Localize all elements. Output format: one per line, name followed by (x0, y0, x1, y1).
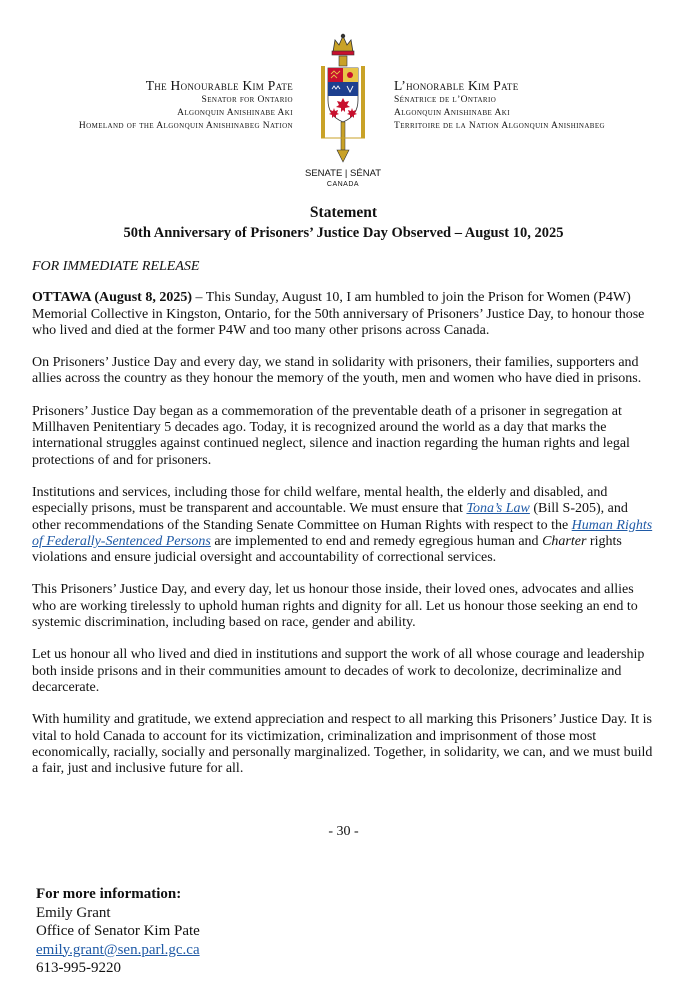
senate-wordmark: SENATE | SÉNAT (304, 168, 382, 179)
senator-name-en: The Honourable Kim Pate (145, 78, 293, 93)
end-marker: - 30 - (328, 824, 359, 839)
paragraph-4-part-d: rights violations and ensure judicial oversight and accountability of correctional services. (32, 533, 622, 566)
tonas-law-link[interactable]: Tona’s Law (466, 501, 530, 517)
document-title: Statement (309, 204, 378, 221)
contact-heading: For more information: (36, 886, 182, 902)
territory-fr: Algonquin Anishinabe Aki (394, 108, 510, 118)
contact-name: Emily Grant (36, 904, 111, 921)
charter-text: Charter (542, 533, 587, 549)
paragraph-6: Let us honour all who lived and died in institutions and support the work of all whose courage and leadership both inside prisons and in their communities amount to decades of work to decolonize, decriminalize and decarcerate. (32, 647, 645, 695)
contact-email-link[interactable]: emily.grant@sen.parl.gc.ca (36, 941, 200, 958)
paragraph-4-part-c: are implemented to end and remedy egregious human and (210, 533, 543, 549)
canada-wordmark: CANADA (326, 181, 360, 188)
homeland-en: Homeland of the Algonquin Anishinabeg Nation (78, 121, 293, 131)
senator-title-fr: Sénatrice de l’Ontario (394, 95, 497, 105)
release-label: FOR IMMEDIATE RELEASE (32, 259, 200, 274)
human-rights-report-link[interactable]: Human Rights of Federally-Sentenced Persons (32, 517, 653, 549)
territory-en: Algonquin Anishinabe Aki (177, 108, 293, 118)
paragraph-1-text: – This Sunday, August 10, I am humbled to join the Prison for Women (P4W) Memorial Collective in Kingston, Ontario, for the 50th anniversary of Prisoners’ Justice Day, to honour those who lived and died at the former P4W and too many other prisons across Canada. (32, 290, 645, 338)
homeland-fr: Territoire de la Nation Algonquin Anishinabeg (394, 121, 606, 131)
statement-body (32, 259, 660, 793)
contact-phone: 613-995-9220 (36, 960, 121, 976)
paragraph-2: On Prisoners’ Justice Day and every day, we stand in solidarity with prisoners, their families, supporters and allies across the country as they honour the memory of the youth, men and women who have died in prisons. (32, 355, 642, 387)
paragraph-4-part-b: (Bill S-205), and other recommendations of the Standing Senate Committee on Human Rights with respect to the (32, 501, 628, 533)
paragraph-4 (32, 485, 660, 566)
contact-office: Office of Senator Kim Pate (36, 923, 200, 939)
paragraph-1 (32, 290, 660, 339)
senate-crest-icon (319, 30, 367, 170)
paragraph-7: With humility and gratitude, we extend appreciation and respect to all marking this Prisoners’ Justice Day. It is vital to hold Canada to account for its victimization, criminalization and imprisonment of those most economically, racially, socially and personally marginalized. Together, in solidarity, we can, and we must build a fair, just and inclusive future for all. (32, 712, 653, 777)
dateline: OTTAWA (August 8, 2025) (32, 290, 192, 306)
header-english (79, 77, 293, 133)
contact-block (36, 885, 200, 978)
document-subtitle: 50th Anniversary of Prisoners’ Justice Day Observed – August 10, 2025 (123, 225, 564, 241)
paragraph-5: This Prisoners’ Justice Day, and every day, let us honour those inside, their loved ones, advocates and allies who are working tirelessly to uphold human rights and dignity for all. Let us honour those seeking an end to systemic discrimination, including based on race, gender and ability. (32, 582, 638, 631)
senator-name-fr: L’honorable Kim Pate (394, 78, 519, 93)
paragraph-4-part-a: Institutions and services, including those for child welfare, mental health, the elderly and disabled, and especially prisons, must be transparent and accountable. We must ensure that (32, 484, 608, 517)
senate-label (290, 168, 396, 190)
paragraph-3: Prisoners’ Justice Day began as a commemoration of the preventable death of a prisoner in segregation at Millhaven Penitentiary 5 decades ago. Today, it is recognized around the world as a day that marks the international struggles against continued neglect, silence and inaction regarding the human rights and legal protections of and for prisoners. (32, 403, 630, 468)
senator-title-en: Senator for Ontario (201, 95, 293, 105)
header-french (394, 77, 605, 133)
